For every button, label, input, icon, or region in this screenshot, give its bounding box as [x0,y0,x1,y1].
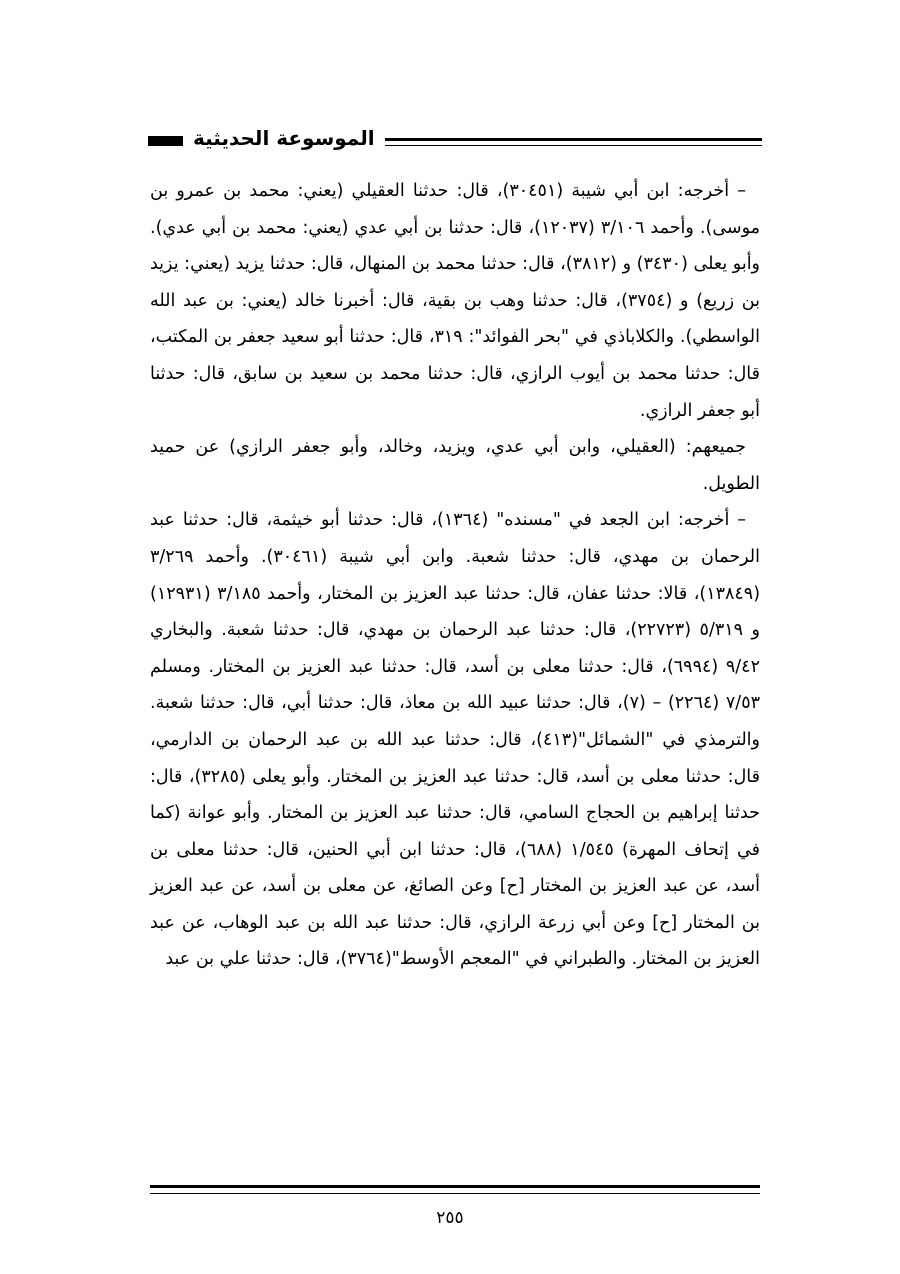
footer-rule-thick [150,1185,760,1188]
footer-rule-thin [150,1193,760,1194]
running-header [148,120,762,160]
paragraph-takhrij-2: – أخرجه: ابن الجعد في "مسنده" (١٣٦٤)، قال: حدثنا أبو خيثمة، قال: حدثنا عبد الرحمان بن مهدي، قال: حدثنا شعبة. وابن أبي شيبة (٣٠٤٦١). وأحمد ٣/٢٦٩ (١٣٨٤٩)، قالا: حدثنا عفان، قال: حدثنا عبد العزيز بن المختار، وأحمد ٣/١٨٥ (١٢٩٣١) و ٥/٣١٩ (٢٢٧٢٣)، قال: حدثنا عبد الرحمان بن مهدي، قال: حدثنا شعبة. والبخاري ٩/٤٢ (٦٩٩٤)، قال: حدثنا معلى بن أسد، قال: حدثنا عبد العزيز بن المختار. ومسلم ٧/٥٣ (٢٢٦٤) – (٧)، قال: حدثنا عبيد الله بن معاذ، قال: حدثنا أبي، قال: حدثنا شعبة. والترمذي في "الشمائل"(٤١٣)، قال: حدثنا عبد الله بن عبد الرحمان بن الدارمي، قال: حدثنا معلى بن أسد، قال: حدثنا عبد العزيز بن المختار. وأبو يعلى (٣٢٨٥)، قال: حدثنا إبراهيم بن الحجاج السامي، قال: حدثنا عبد العزيز بن المختار. وأبو عوانة (كما في إتحاف المهرة) ١/٥٤٥ (٦٨٨)، قال: حدثنا ابن أبي الحنين، قال: حدثنا معلى بن أسد، عن عبد العزيز بن المختار [ح] وعن الصائغ، عن معلى بن أسد، عن عبد العزيز بن المختار [ح] وعن أبي زرعة الرازي، قال: حدثنا عبد الله بن عبد الوهاب، عن عبد العزيز بن المختار. والطبراني في "المعجم الأوسط"(٣٧٦٤)، قال: حدثنا علي بن عبد [150,510,761,970]
header-title: الموسوعة الحديثية [183,120,385,156]
paragraph-takhrij-1: – أخرجه: ابن أبي شيبة (٣٠٤٥١)، قال: حدثنا العقيلي (يعني: محمد بن عمرو بن موسى). وأحمد ٣/١٠٦ (١٢٠٣٧)، قال: حدثنا بن أبي عدي (يعني: محمد بن أبي عدي). وأبو يعلى (٣٤٣٠) و (٣٨١٢)، قال: حدثنا محمد بن المنهال، قال: حدثنا يزيد (يعني: يزيد بن زريع) و (٣٧٥٤)، قال: حدثنا وهب بن بقية، قال: أخبرنا خالد (يعني: بن عبد الله الواسطي). والكلاباذي في "بحر الفوائد": ٣١٩، قال: حدثنا أبو سعيد جعفر بن المكتب، قال: حدثنا محمد بن أيوب الرازي، قال: حدثنا محمد بن سعيد بن سابق، قال: حدثنا أبو جعفر الرازي. [150,181,761,421]
page-number: ٢٥٥ [436,1208,464,1228]
paragraph-summary: جميعهم: (العقيلي، وابن أبي عدي، ويزيد، وخالد، وأبو جعفر الرازي) عن حميد الطويل. [150,437,760,494]
header-rule-end [148,136,183,145]
body-text [150,173,760,978]
